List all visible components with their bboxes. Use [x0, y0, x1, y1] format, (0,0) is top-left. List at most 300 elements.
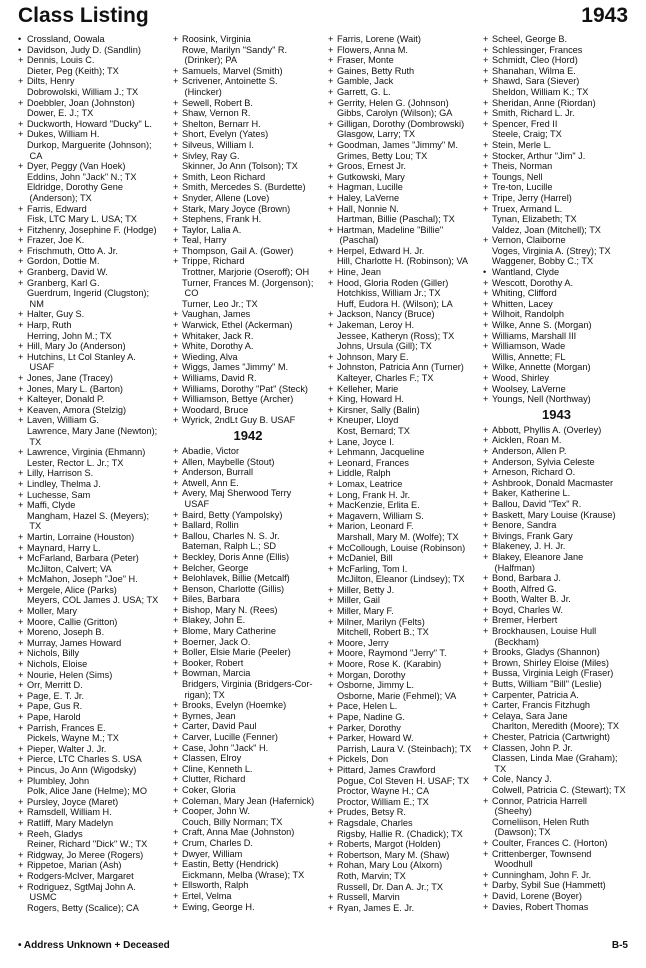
status-mark: +: [173, 404, 179, 415]
person-name: Pickels, Don: [337, 754, 389, 765]
list-item: [483, 764, 630, 775]
person-name: Liddle, Ralph: [337, 468, 391, 479]
list-item: [173, 193, 323, 204]
person-name: Turner, Leo Jr.; TX: [182, 298, 258, 309]
list-item: [18, 415, 168, 426]
person-name: Stark, Mary Joyce (Brown): [182, 203, 291, 214]
person-name: Milner, Marilyn (Felts): [337, 616, 425, 627]
list-item: [173, 172, 323, 183]
person-name: Nichols, Eloise: [27, 659, 88, 670]
status-mark: +: [483, 498, 489, 509]
list-item: [18, 797, 168, 808]
status-mark: +: [328, 171, 334, 182]
person-name: Miller, Mary F.: [337, 606, 394, 617]
person-name: Tynan, Elizabeth; TX: [492, 214, 577, 225]
person-name: Jackson, Nancy (Bruce): [337, 309, 435, 320]
person-name: Fitzhenry, Josephine F. (Hodge): [27, 224, 157, 235]
person-name: Wescott, Dorothy A.: [492, 277, 574, 288]
list-item: [18, 765, 168, 776]
list-item: [173, 394, 323, 405]
list-item: [328, 309, 478, 320]
list-item: [328, 723, 478, 734]
status-mark: +: [328, 394, 334, 405]
status-mark: +: [18, 341, 24, 352]
list-item: [483, 193, 630, 204]
status-mark: +: [18, 690, 24, 701]
person-name: Pursley, Joyce (Maret): [27, 796, 119, 807]
list-item: [173, 182, 323, 193]
list-item: [328, 373, 478, 384]
person-name: Maffi, Clyde: [27, 500, 76, 511]
list-item: [18, 744, 168, 755]
list-item: [173, 626, 323, 637]
list-item: [18, 723, 168, 734]
person-name: Dennis, Louis C.: [27, 55, 95, 66]
list-item: [18, 119, 168, 130]
list-item: [18, 627, 168, 638]
list-item: [173, 711, 323, 722]
person-name: Guerdrum, Ingerid (Clugston);: [27, 288, 150, 299]
person-name: Samuels, Marvel (Smith): [182, 65, 283, 76]
list-item: [328, 129, 478, 140]
person-name: Tre-ton, Lucille: [492, 182, 553, 193]
person-name: Stein, Merle L.: [492, 139, 552, 150]
person-name: Stocker, Arthur "Jim" J.: [492, 150, 586, 161]
status-mark: +: [328, 584, 334, 595]
status-mark: +: [173, 477, 179, 488]
list-item: [483, 425, 630, 436]
list-item: [18, 903, 168, 914]
status-mark: +: [483, 118, 489, 129]
person-name: Jessee, Katheryn (Ross); TX: [337, 330, 455, 341]
person-name: Wyrick, 2ndLt Guy B. USAF: [182, 415, 296, 426]
person-name: Miller, Betty J.: [337, 584, 395, 595]
status-mark: +: [328, 65, 334, 76]
status-mark: +: [18, 669, 24, 680]
list-item: [18, 829, 168, 840]
list-item: [328, 235, 478, 246]
status-mark: +: [173, 118, 179, 129]
list-item: [328, 87, 478, 98]
status-mark: +: [328, 55, 334, 66]
status-mark: +: [328, 521, 334, 532]
person-name: Kalteyer, Charles F.; TX: [337, 373, 434, 383]
list-item: [328, 807, 478, 818]
list-item: [173, 55, 323, 66]
person-name: Halter, Guy S.: [27, 309, 85, 320]
person-name: Dobrowolski, William J.; TX: [27, 86, 139, 97]
list-item: [18, 680, 168, 691]
list-item: [173, 225, 323, 236]
person-name: Proctor, Wayne H.; CA: [337, 786, 430, 797]
list-item: [18, 670, 168, 681]
status-mark: +: [328, 34, 334, 44]
list-item: [173, 605, 323, 616]
status-mark: +: [173, 467, 179, 478]
person-name: Gilligan, Dorothy (Dombrowski): [337, 118, 465, 129]
person-name: Waggener, Bobby C.; TX: [492, 256, 594, 267]
list-item: [328, 214, 478, 225]
list-item: [173, 119, 323, 130]
list-item: [328, 447, 478, 458]
list-item: [483, 637, 630, 648]
status-mark: +: [173, 445, 179, 456]
status-mark: +: [173, 700, 179, 711]
status-mark: +: [483, 710, 489, 721]
person-name: Gerrity, Helen G. (Johnson): [337, 97, 449, 108]
person-name: Roberts, Margot (Holden): [337, 839, 441, 850]
person-name: Frischmuth, Otto A. Jr.: [27, 245, 118, 256]
status-mark: +: [18, 267, 24, 278]
list-item: [173, 499, 323, 510]
person-name: Dilts, Henry: [27, 76, 75, 87]
person-name: Rigsby, Hallie R. (Chadick); TX: [337, 828, 463, 839]
status-mark: +: [328, 415, 334, 426]
person-name: Leonard, Frances: [337, 457, 410, 468]
list-item: [18, 691, 168, 702]
person-name: Morgan, Dorothy: [337, 669, 406, 680]
person-name: Smith, Leon Richard: [182, 171, 266, 182]
list-item: [483, 98, 630, 109]
status-mark: +: [483, 679, 489, 690]
list-item: [328, 617, 478, 628]
person-name: Farris, Lorene (Wait): [337, 34, 421, 44]
list-item: [483, 108, 630, 119]
list-item: [328, 66, 478, 77]
status-mark: +: [483, 477, 489, 488]
person-name: Pogue, Col Steven H. USAF; TX: [337, 775, 470, 786]
list-item: [173, 341, 323, 352]
listing-columns: [18, 34, 630, 932]
list-item: [173, 721, 323, 732]
person-name: Pickels, Wayne M.; TX: [27, 733, 119, 744]
list-item: [328, 691, 478, 702]
status-mark: +: [483, 182, 489, 193]
person-name: Carter, David Paul: [182, 721, 257, 732]
list-item: [328, 108, 478, 119]
person-name: Keaven, Amora (Stelzig): [27, 404, 127, 415]
status-mark: +: [328, 489, 334, 500]
year-heading: 1942: [233, 427, 263, 443]
list-item: [483, 299, 630, 310]
person-name: Shaw, Vernon R.: [182, 108, 251, 119]
status-mark: +: [18, 76, 24, 87]
person-name: Silveus, William I.: [182, 139, 254, 150]
person-name: Trottner, Marjorie (Oseroff); OH: [182, 267, 310, 278]
person-name: Bremer, Herbert: [492, 615, 558, 626]
list-item: [328, 638, 478, 649]
person-name: Plumbley, John: [27, 775, 90, 786]
status-mark: +: [173, 890, 179, 901]
person-name: Booker, Robert: [182, 657, 244, 668]
person-name: Steele, Craig; TX: [492, 129, 562, 140]
list-item: [18, 532, 168, 543]
list-item: [18, 151, 168, 162]
person-name: McFarland, Barbara (Peter): [27, 553, 139, 564]
list-item: [18, 437, 168, 448]
list-item: [18, 182, 168, 193]
person-name: McJilton, Eleanor (Lindsey); TX: [337, 574, 465, 585]
list-item: [173, 594, 323, 605]
list-item: [328, 892, 478, 903]
status-mark: +: [483, 235, 489, 246]
list-item: [328, 744, 478, 755]
status-mark: +: [18, 161, 24, 172]
status-mark: +: [483, 76, 489, 87]
list-item: [173, 870, 323, 881]
status-mark: +: [18, 659, 24, 670]
list-item: [173, 859, 323, 870]
person-name: Allen, Maybelle (Stout): [182, 456, 275, 467]
person-name: Eldridge, Dorothy Gene: [27, 182, 124, 193]
status-mark: •: [18, 34, 22, 44]
status-mark: +: [18, 478, 24, 489]
list-item: [18, 818, 168, 829]
status-mark: •: [483, 267, 487, 278]
status-mark: +: [483, 362, 489, 373]
person-name: Boller, Elsie Marie (Peeler): [182, 647, 291, 658]
list-item: [328, 786, 478, 797]
status-mark: +: [483, 435, 489, 446]
person-name: Maynard, Harry L.: [27, 542, 101, 553]
list-item: [18, 701, 168, 712]
status-mark: +: [173, 901, 179, 912]
person-name: Blome, Mary Catherine: [182, 626, 276, 637]
status-mark: +: [18, 574, 24, 585]
list-item: [18, 235, 168, 246]
status-mark: +: [483, 298, 489, 309]
list-item: [173, 98, 323, 109]
list-item: [173, 467, 323, 478]
person-name: Kirsner, Sally (Balin): [337, 404, 420, 415]
status-mark: +: [328, 320, 334, 331]
list-item: [173, 806, 323, 817]
status-mark: +: [328, 139, 334, 150]
status-mark: +: [173, 763, 179, 774]
list-item: [18, 129, 168, 140]
list-item: [483, 394, 630, 405]
person-name: Shanahan, Wilma E.: [492, 65, 576, 76]
list-item: [173, 764, 323, 775]
list-item: [483, 309, 630, 320]
person-name: MacKenzie, Erlita E.: [337, 500, 420, 511]
list-item: [328, 352, 478, 363]
status-mark: +: [483, 394, 489, 405]
list-item: [483, 891, 630, 902]
person-name: Lehmann, Jacqueline: [337, 447, 425, 458]
list-item: [173, 362, 323, 373]
status-mark: +: [483, 880, 489, 891]
person-name: McJilton, Calvert; VA: [27, 563, 112, 574]
status-mark: +: [18, 764, 24, 775]
status-mark: +: [483, 615, 489, 626]
status-mark: +: [483, 509, 489, 520]
list-item: [173, 151, 323, 162]
person-name: Huff, Eudora H. (Wilson); LA: [337, 298, 453, 309]
list-item: [18, 426, 168, 437]
person-name: Lomax, Leatrice: [337, 478, 403, 489]
person-name: Sheldon, William K.; TX: [492, 86, 589, 97]
list-item: [483, 499, 630, 510]
status-mark: +: [328, 224, 334, 235]
person-name: Brockhausen, Louise Hull: [492, 626, 597, 637]
list-item: [483, 384, 630, 395]
list-item: [483, 129, 630, 140]
person-name: Robertson, Mary M. (Shaw): [337, 849, 450, 860]
status-mark: +: [18, 849, 24, 860]
person-name: TX: [492, 763, 507, 774]
status-mark: +: [328, 849, 334, 860]
person-name: Benson, Charlotte (Gillis): [182, 583, 285, 594]
person-name: Mergele, Alice (Parks): [27, 584, 117, 595]
status-mark: +: [173, 34, 179, 44]
person-name: Williamson, Wade: [492, 341, 566, 352]
person-name: Garrett, G. L.: [337, 86, 391, 97]
status-mark: +: [483, 657, 489, 668]
list-item: [483, 584, 630, 595]
list-item: [483, 753, 630, 764]
status-mark: +: [483, 647, 489, 658]
list-item: [483, 721, 630, 732]
status-mark: +: [483, 108, 489, 119]
list-item: [173, 817, 323, 828]
person-name: Prudes, Betsy R.: [337, 807, 406, 818]
person-name: Arneson, Richard O.: [492, 467, 576, 478]
status-mark: +: [173, 784, 179, 795]
person-name: Wilke, Annette (Morgan): [492, 362, 591, 373]
list-item: [328, 458, 478, 469]
person-name: Eastin, Betty (Hendrick): [182, 859, 279, 870]
status-mark: +: [18, 712, 24, 722]
list-item: [328, 415, 478, 426]
list-item: [483, 605, 630, 616]
status-mark: +: [483, 551, 489, 562]
list-item: [18, 320, 168, 331]
person-name: Boyd, Charles W.: [492, 604, 563, 615]
status-mark: +: [173, 774, 179, 785]
page-footer: [18, 940, 628, 956]
person-name: Hall, Nonnie N.: [337, 203, 399, 214]
person-name: Bivings, Frank Gary: [492, 530, 573, 541]
status-mark: +: [173, 721, 179, 732]
list-item: [328, 405, 478, 416]
status-mark: +: [18, 468, 24, 479]
status-mark: +: [173, 108, 179, 119]
list-item: [173, 45, 323, 56]
person-name: Bishop, Mary N. (Rees): [182, 604, 278, 615]
list-item: [483, 119, 630, 130]
person-name: Case, John "Jack" H.: [182, 742, 269, 753]
list-item: [483, 615, 630, 626]
list-item: [18, 352, 168, 363]
person-name: Carpenter, Patricia A.: [492, 689, 579, 700]
list-item: [483, 817, 630, 828]
list-item: [18, 246, 168, 257]
status-mark: +: [18, 320, 24, 331]
person-name: Roth, Marvin; TX: [337, 870, 406, 881]
person-name: Willis, Annette; FL: [492, 351, 566, 362]
page-header: [18, 4, 628, 34]
person-name: Carver, Lucille (Fenner): [182, 732, 278, 742]
person-name: Belohlavek, Billie (Metcalf): [182, 573, 290, 584]
status-mark: +: [173, 657, 179, 668]
list-item: [328, 172, 478, 183]
status-mark: +: [173, 837, 179, 848]
status-mark: +: [483, 171, 489, 182]
person-name: Charlton, Meredith (Moore); TX: [492, 721, 619, 732]
person-name: Baskett, Mary Louise (Krause): [492, 509, 616, 520]
person-name: Laven, William G.: [27, 415, 99, 426]
list-item: [483, 510, 630, 521]
list-item: [173, 384, 323, 395]
status-mark: +: [483, 139, 489, 150]
person-name: Cole, Nancy J.: [492, 774, 552, 785]
status-mark: +: [483, 732, 489, 742]
list-item: [328, 627, 478, 638]
person-name: (Dawson); TX: [492, 827, 551, 838]
list-item: [173, 753, 323, 764]
list-item: [18, 500, 168, 511]
list-item: [328, 860, 478, 871]
status-mark: +: [483, 320, 489, 331]
person-name: McDaniel, Bill: [337, 553, 393, 564]
list-item: [18, 172, 168, 183]
person-name: TX: [27, 521, 42, 532]
list-item: [18, 606, 168, 617]
list-item: [328, 394, 478, 405]
status-mark: +: [18, 373, 24, 383]
person-name: Russell, Dr. Dan A. Jr.; TX: [337, 881, 444, 892]
status-mark: +: [18, 351, 24, 362]
person-name: Miller, Gail: [337, 595, 380, 606]
column-4: [483, 34, 630, 932]
status-mark: +: [173, 573, 179, 584]
status-mark: +: [173, 373, 179, 383]
person-name: Fraser, Monte: [337, 55, 394, 66]
status-mark: +: [328, 245, 334, 256]
person-name: Granberg, David W.: [27, 267, 108, 278]
status-mark: +: [173, 859, 179, 870]
status-mark: +: [173, 732, 179, 742]
person-name: Moore, Jerry: [337, 637, 389, 648]
status-mark: +: [18, 743, 24, 754]
list-item: [173, 457, 323, 468]
list-item: [483, 679, 630, 690]
status-mark: +: [18, 754, 24, 765]
person-name: Classen, Elroy: [182, 753, 242, 764]
list-item: [483, 743, 630, 754]
list-item: [18, 850, 168, 861]
person-name: Hill, Charlotte H. (Robinson); VA: [337, 256, 469, 267]
list-item: [328, 426, 478, 437]
status-mark: +: [328, 902, 334, 913]
person-name: USAF: [27, 362, 55, 373]
list-item: [18, 331, 168, 342]
list-item: [18, 564, 168, 575]
person-name: Rippetoe, Marian (Ash): [27, 860, 122, 871]
list-item: [173, 405, 323, 416]
person-name: Moller, Mary: [27, 606, 78, 617]
list-item: [18, 98, 168, 109]
list-item: [18, 256, 168, 267]
person-name: Cunningham, John F. Jr.: [492, 869, 592, 880]
person-name: Dwyer, William: [182, 848, 243, 859]
list-item: [483, 34, 630, 45]
person-name: Bridgers, Virginia (Bridgers-Cor-: [182, 679, 313, 690]
status-mark: +: [328, 447, 334, 458]
person-name: Hine, Jean: [337, 267, 381, 278]
person-name: Snyder, Allene (Love): [182, 192, 270, 203]
